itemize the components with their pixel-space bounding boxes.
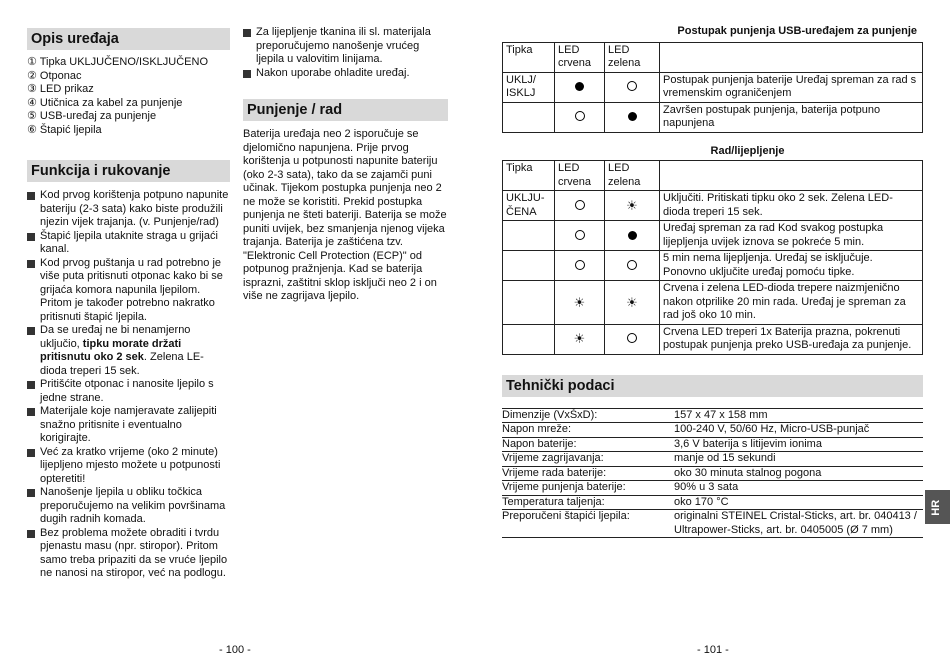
spec-row [502, 452, 923, 467]
led-red-blink [555, 324, 605, 354]
middle-bullets [243, 26, 448, 80]
led-blink-icon: ☀ [573, 294, 586, 310]
table-row [503, 281, 923, 325]
spec-key: Temperatura taljenja: [502, 495, 605, 508]
row-text: Uređaj spreman za rad Kod svakog postupka lijepljenja uvijek iznova se pokreće 5 min. [660, 221, 923, 251]
spec-value: 90% u 3 sata [674, 481, 739, 493]
bullet-item: Pritišćite otponac i nanosite ljepilo s jedne strane. [27, 378, 230, 405]
led-off-icon [627, 333, 637, 343]
bullet-item: Za lijepljenje tkanina ili sl. materijala preporučujemo nanošenje vrućeg ljepila u valovitim linijama. [243, 26, 448, 67]
led-green-on [605, 221, 660, 251]
part-item: ⑥ Štapić ljepila [27, 123, 102, 136]
spec-key: Vrijeme rada baterije: [502, 466, 607, 479]
section-heading-punjenje: Punjenje / rad [243, 99, 448, 121]
spec-value: manje od 15 sekundi [674, 452, 776, 464]
row-key [503, 251, 555, 281]
row-text: Uključiti. Pritiskati tipku oko 2 sek. Zelena LED-dioda treperi 15 sek. [660, 191, 923, 221]
led-blink-icon: ☀ [626, 197, 638, 213]
spec-key: Vrijeme zagrijavanja: [502, 452, 604, 464]
bullet-item: Već za kratko vrijeme (oko 2 minute) lijepljeno mjesto možete u potpunosti opteretiti! [27, 446, 230, 487]
parts-list [27, 56, 230, 137]
right-column [502, 0, 923, 538]
row-key [503, 102, 555, 132]
bullet-text: Da se uređaj ne bi nenamjerno uključio, [40, 324, 191, 350]
language-tab-label: HR [930, 499, 943, 516]
spec-row [502, 467, 923, 482]
row-key [503, 281, 555, 325]
led-off-icon [627, 81, 637, 91]
spec-row [502, 423, 923, 438]
led-blink-icon: ☀ [573, 331, 586, 347]
spec-row [502, 496, 923, 511]
spec-value: originalni STEINEL Cristal-Sticks, art. br. 040413 / Ultrapower-Sticks, art. br. 0405005 (Ø 7 mm) [674, 510, 917, 536]
header-tipka: Tipka [503, 161, 555, 191]
spec-row [502, 481, 923, 496]
row-key: UKLJU-ČENA [503, 191, 555, 221]
section-heading-funkcija: Funkcija i rukovanje [27, 160, 230, 182]
table-row [503, 102, 923, 132]
bullet-text: . Zelena LE-dioda treperi 15 sek. [40, 351, 204, 377]
led-blink-icon: ☀ [626, 294, 638, 310]
section-heading-tehnicki: Tehnički podaci [502, 375, 923, 397]
bullet-item: Štapić ljepila utaknite straga u grijaći kanal. [27, 230, 230, 257]
spec-row [502, 510, 923, 538]
led-off-icon [575, 111, 585, 121]
left-column [27, 0, 230, 581]
led-red-off [555, 221, 605, 251]
spec-value: oko 30 minuta stalnog pogona [674, 466, 822, 479]
header-led-green: LED zelena [605, 161, 660, 191]
table-header-row [503, 42, 923, 72]
led-red-on [555, 72, 605, 102]
header-led-green: LED zelena [605, 42, 660, 72]
led-green-off [605, 251, 660, 281]
led-green-off [605, 72, 660, 102]
row-key: UKLJ/ ISKLJ [503, 72, 555, 102]
bullet-bold-text: tipku morate držati pritisnutu oko 2 sek [40, 337, 182, 363]
row-text: Crvena i zelena LED-dioda trepere naizmjenično nakon otprilike 20 min rada. Uređaj je spreman za rad još oko 10 min. [660, 281, 923, 325]
led-green-blink [605, 281, 660, 325]
bullet-item: Kod prvog puštanja u rad potrebno je više puta pritisnuti otponac kako bi se grijaća komora napunila ljepilom. Pritom je također potrebno nakratko pritisnuti štapić ljepila. [27, 257, 230, 325]
led-red-off [555, 191, 605, 221]
header-tipka: Tipka [503, 42, 555, 72]
table-row [503, 251, 923, 281]
bullet-item [27, 324, 230, 378]
led-on-icon [575, 82, 584, 91]
bullet-item: Materijale koje namjeravate zalijepiti snažno pritisnite i eventualno korigirajte. [27, 405, 230, 446]
spec-row [502, 409, 923, 424]
led-red-off [555, 251, 605, 281]
language-tab [925, 490, 950, 524]
led-on-icon [628, 112, 637, 121]
operation-table [502, 160, 923, 355]
row-key [503, 324, 555, 354]
part-item: ② Otponac [27, 69, 82, 82]
spec-value: 3,6 V baterija s litijevim ionima [674, 437, 822, 450]
table-row [503, 72, 923, 102]
row-text: Crvena LED treperi 1x Baterija prazna, pokrenuti postupak punjenja preko USB-uređaja za punjenje. [660, 324, 923, 354]
header-empty [660, 161, 923, 191]
spec-value: 100-240 V, 50/60 Hz, Micro-USB-punjač [674, 423, 870, 435]
led-off-icon [575, 200, 585, 210]
function-bullets [27, 189, 230, 581]
row-text: 5 min nema lijepljenja. Uređaj se isključuje. Ponovno uključite uređaj pomoću tipke. [660, 251, 923, 281]
tech-specs [502, 408, 923, 539]
spec-key: Napon baterije: [502, 437, 577, 450]
usb-table-title: Postupak punjenja USB-uređajem za punjenje [677, 25, 917, 37]
page-number-left: - 100 - [219, 644, 251, 656]
header-empty [660, 42, 923, 72]
row-key [503, 221, 555, 251]
led-green-blink [605, 191, 660, 221]
led-red-off [555, 102, 605, 132]
led-green-on [605, 102, 660, 132]
bullet-item: Nakon uporabe ohladite uređaj. [243, 67, 448, 81]
page-number-right: - 101 - [697, 644, 729, 656]
bullet-item: Bez problema možete obraditi i tvrdu pjenastu masu (npr. stiropor). Pritom samo treba pripaziti da se vruće ljepilo ne nanosi na stiropor, već na podlogu. [27, 527, 230, 581]
spec-key: Dimenzije (VxŠxD): [502, 408, 598, 421]
usb-charging-table [502, 42, 923, 133]
row-text: Završen postupak punjenja, baterija potpuno napunjena [660, 102, 923, 132]
bullet-item: Nanošenje ljepila u obliku točkica preporučujemo na velikim površinama dugih radnih komada. [27, 486, 230, 527]
header-led-red: LED crvena [555, 42, 605, 72]
section-heading-opis: Opis uređaja [27, 28, 230, 50]
charging-text: Baterija uređaja neo 2 isporučuje se djelomično napunjena. Prije prvog korištenja u potpunosti napunite bateriju (oko 2-3 sata), tako da se zajamči puni učinak. Tijekom postupka punjenja neo 2 ne može se koristiti. Prekid postupka punjenja ne šteti bateriji. Baterija se može puniti uvijek, bez smanjenja njenog vijeka trajanja. Baterija je zaštićena tzv. "Elektronic Cell Protection (ECP)" od potpunog pražnjenja. Kad se baterija isprazni, zaštitni sklop isključi neo 2 i on više ne zagrijava ljepilo. [243, 128, 447, 302]
led-off-icon [627, 260, 637, 270]
spec-key: Napon mreže: [502, 423, 572, 435]
part-item: ① Tipka UKLJUČENO/ISKLJUČENO [27, 56, 209, 68]
table-row [503, 191, 923, 221]
table-row [503, 324, 923, 354]
led-off-icon [575, 260, 585, 270]
spec-key: Preporučeni štapići ljepila: [502, 510, 630, 522]
part-item: ③ LED prikaz [27, 83, 94, 95]
part-item: ④ Utičnica za kabel za punjenje [27, 96, 183, 109]
table-row [503, 221, 923, 251]
rad-table-title: Rad/lijepljenje [710, 144, 785, 157]
led-red-blink [555, 281, 605, 325]
part-item: ⑤ USB-uređaj za punjenje [27, 110, 157, 122]
spec-value: 157 x 47 x 158 mm [674, 408, 768, 421]
bullet-item: Kod prvog korištenja potpuno napunite bateriju (2-3 sata) kako biste produžili njezin vijek trajanja. (v. Punjenje/rad) [27, 189, 230, 230]
spec-key: Vrijeme punjenja baterije: [502, 481, 626, 493]
header-led-red: LED crvena [555, 161, 605, 191]
table-header-row [503, 161, 923, 191]
led-off-icon [575, 230, 585, 240]
led-on-icon [628, 231, 637, 240]
led-green-off [605, 324, 660, 354]
spec-row [502, 438, 923, 453]
spec-value: oko 170 °C [674, 495, 729, 508]
middle-column [243, 0, 448, 304]
row-text: Postupak punjenja baterije Uređaj spreman za rad s vremenskim ograničenjem [660, 72, 923, 102]
